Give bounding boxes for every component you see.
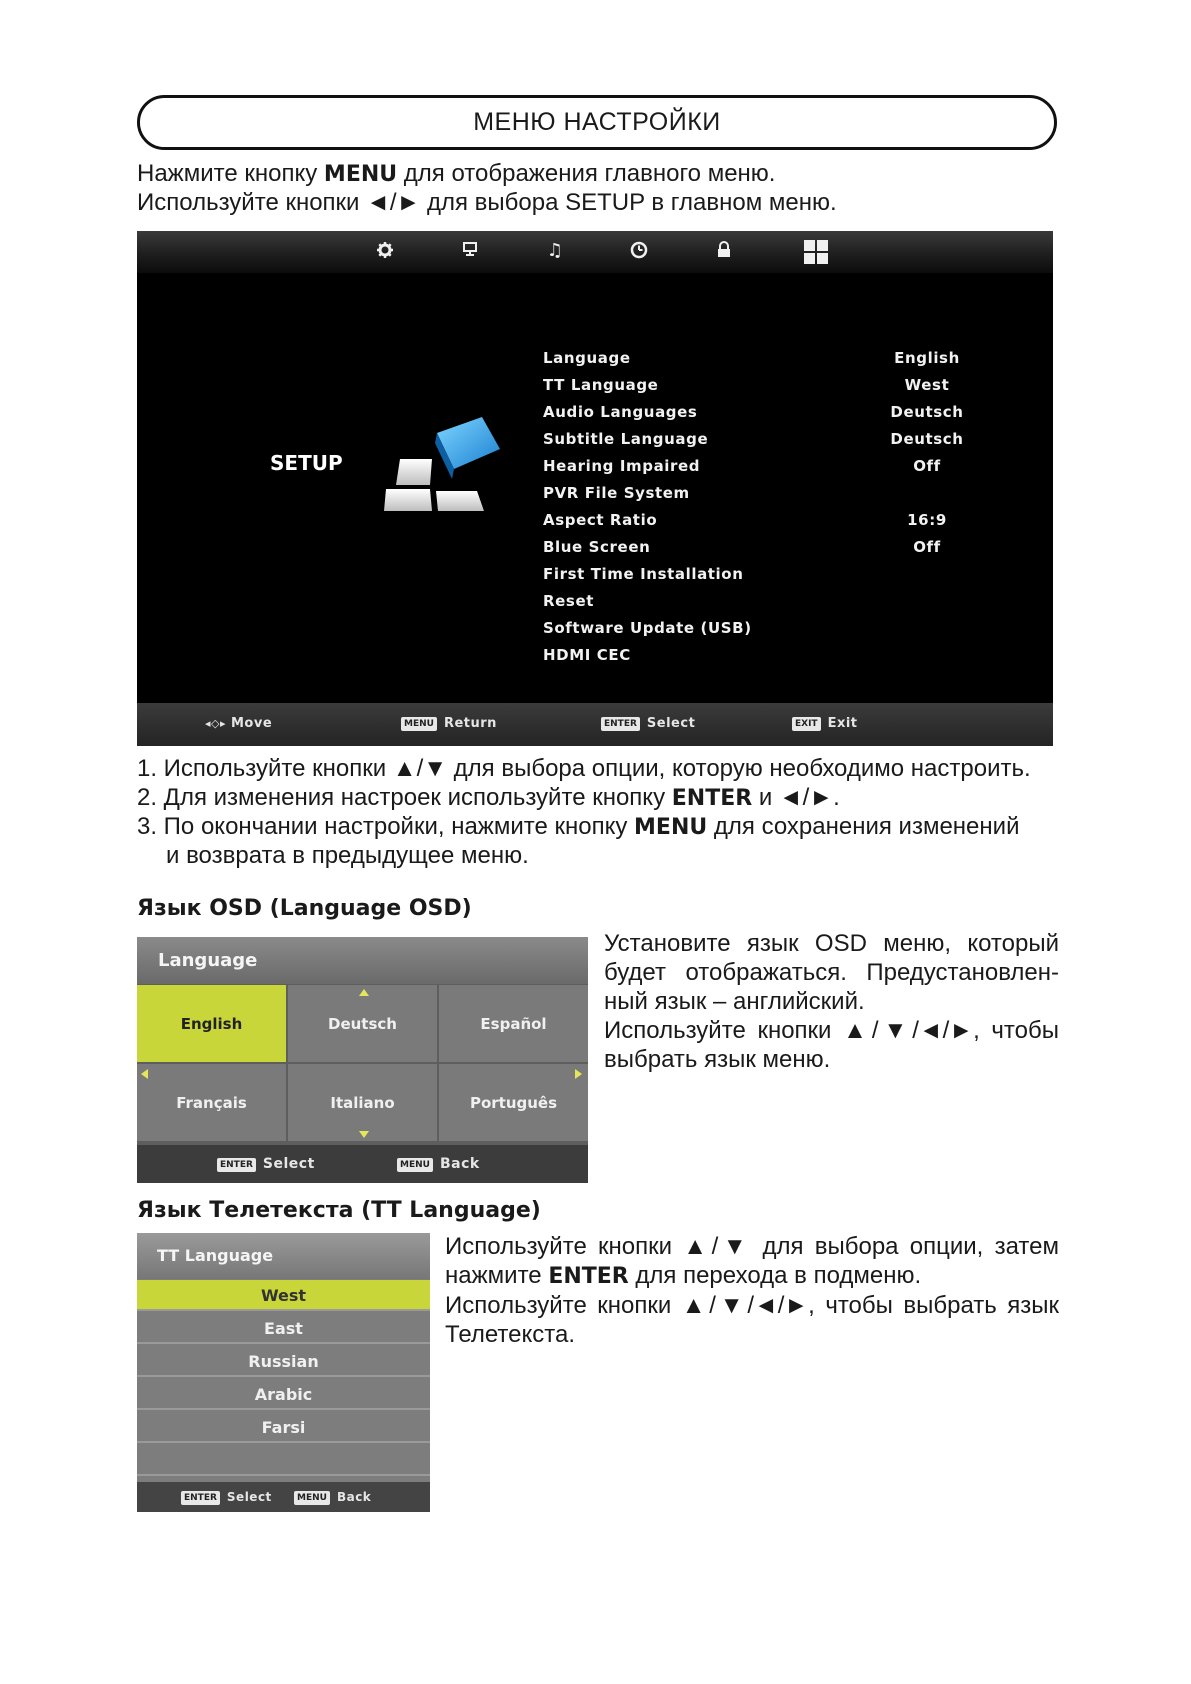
language-osd-panel [137,937,588,1183]
osd-language-heading: Язык OSD (Language OSD) [137,896,472,921]
tt-text: для перехода в подменю. [628,1262,922,1289]
setup-option-label[interactable]: TT Language [543,376,659,394]
setup-option-label[interactable]: Blue Screen [543,538,651,556]
arrow-down-icon [359,1131,369,1138]
tt-text-1 [445,1232,1059,1291]
language-option[interactable]: English [137,985,286,1062]
menu-key-icon: MENU [401,717,437,731]
tt-language-option[interactable]: West [137,1280,430,1311]
move-hint-label: Move [231,716,273,731]
menu-key-label: MENU [323,162,398,187]
osd-text-1: Установите язык OSD меню, который будет отображаться. Предустановлен-ный язык – английский. [604,930,1059,1015]
enter-key-icon: ENTER [217,1158,256,1172]
tv-top-bar [137,231,1053,273]
return-hint [401,716,497,731]
setup-option-value: Off [913,538,941,556]
setup-option-value: West [904,376,950,394]
step-text: для сохранения изменений [707,813,1020,840]
exit-hint [792,716,858,731]
tt-text-2: Используйте кнопки ▲/▼/◄/►, чтобы выбрать язык Телетекста. [445,1292,1059,1348]
enter-key-icon: ENTER [601,717,640,731]
tt-language-option[interactable]: Russian [137,1346,430,1377]
return-hint-label: Return [443,716,497,731]
setup-option-label[interactable]: PVR File System [543,484,690,502]
menu-key-label: MENU [634,815,708,840]
language-panel-footer [137,1145,588,1183]
setup-cube-icon [382,411,502,531]
intro-line-2: Используйте кнопки ◄/► для выбора SETUP в главном меню. [137,189,837,216]
setup-option-value: Deutsch [890,430,964,448]
select-hint [601,716,695,731]
step-1: 1. Используйте кнопки ▲/▼ для выбора опции, которую необходимо настроить. [137,755,1031,782]
select-hint-label: Select [646,716,696,731]
arrow-left-icon [141,1069,148,1079]
setup-option-label[interactable]: Audio Languages [543,403,698,421]
tt-language-description [445,1232,1059,1349]
tt-panel-footer [137,1482,430,1512]
step-3 [137,812,1097,842]
setup-option-label[interactable]: Aspect Ratio [543,511,658,529]
language-option[interactable]: Deutsch [288,985,437,1062]
tt-text: Используйте кнопки ▲/▼ для выбора опции, затем нажмите [445,1233,1059,1289]
back-hint-label: Back [439,1156,480,1172]
setup-option-label[interactable]: Subtitle Language [543,430,709,448]
step-text: 2. Для изменения настроек используйте кнопку [137,784,672,811]
osd-text-2: Используйте кнопки ▲/▼/◄/►, чтобы выбрать язык меню. [604,1017,1059,1073]
language-option[interactable]: Français [137,1064,286,1141]
language-option[interactable]: Português [439,1064,588,1141]
tt-language-option[interactable]: Farsi [137,1412,430,1443]
enter-key-icon: ENTER [181,1491,220,1505]
setup-option-label[interactable]: First Time Installation [543,565,744,583]
tt-language-option[interactable]: Arabic [137,1379,430,1410]
setup-option-value: Deutsch [890,403,964,421]
language-option[interactable]: Español [439,985,588,1062]
lock-icon[interactable] [714,241,734,261]
select-hint [181,1490,272,1505]
move-arrows-icon: ◂◇▸ [205,717,227,730]
menu-key-icon: MENU [397,1158,433,1172]
osd-language-description [604,929,1059,1074]
back-hint-label: Back [336,1490,372,1504]
intro-line-1 [137,159,1077,189]
language-option[interactable]: Italiano [288,1064,437,1141]
tt-empty-row [137,1445,430,1476]
intro-text: Нажмите кнопку [137,160,324,187]
exit-key-icon: EXIT [792,717,821,731]
tt-language-heading: Язык Телетекста (TT Language) [137,1198,541,1223]
back-hint [397,1156,480,1172]
intro-text: для отображения главного меню. [397,160,776,187]
setup-option-label[interactable]: Hearing Impaired [543,457,701,475]
tv-hint-bar [137,703,1053,746]
step-text: 3. По окончании настройки, нажмите кнопку [137,813,635,840]
arrow-right-icon [575,1069,582,1079]
tt-language-panel [137,1233,430,1512]
grid-icon[interactable] [803,239,829,265]
step-3-continued: и возврата в предыдущее меню. [166,842,529,869]
select-hint-label: Select [262,1156,315,1172]
setup-option-value: Off [913,457,941,475]
setup-option-label[interactable]: HDMI CEC [543,646,631,664]
select-hint-label: Select [226,1490,272,1504]
enter-key-label: ENTER [548,1264,629,1289]
setup-option-label[interactable]: Language [543,349,631,367]
move-hint [205,716,272,731]
step-text: и ◄/►. [752,784,840,811]
clock-icon[interactable] [629,241,649,261]
setup-option-value: 16:9 [907,511,947,529]
exit-hint-label: Exit [827,716,858,731]
enter-key-label: ENTER [671,786,753,811]
music-note-icon[interactable]: ♫ [546,240,564,261]
select-hint [217,1156,315,1172]
page-title-text: МЕНЮ НАСТРОЙКИ [473,108,721,136]
setup-option-label[interactable]: Software Update (USB) [543,619,752,637]
tt-language-option[interactable]: East [137,1313,430,1344]
tv-setup-menu-screen [137,231,1053,746]
tt-panel-title: TT Language [137,1233,430,1279]
setup-option-value: English [894,349,960,367]
menu-key-icon: MENU [294,1491,330,1505]
monitor-icon[interactable] [460,241,480,261]
setup-option-label[interactable]: Reset [543,592,594,610]
page-title [137,95,1057,150]
back-hint [294,1490,371,1505]
arrow-up-icon [359,989,369,996]
setup-section-label: SETUP [270,451,343,475]
language-panel-title: Language [137,937,588,984]
gear-icon[interactable] [375,241,395,261]
step-2 [137,783,1097,813]
